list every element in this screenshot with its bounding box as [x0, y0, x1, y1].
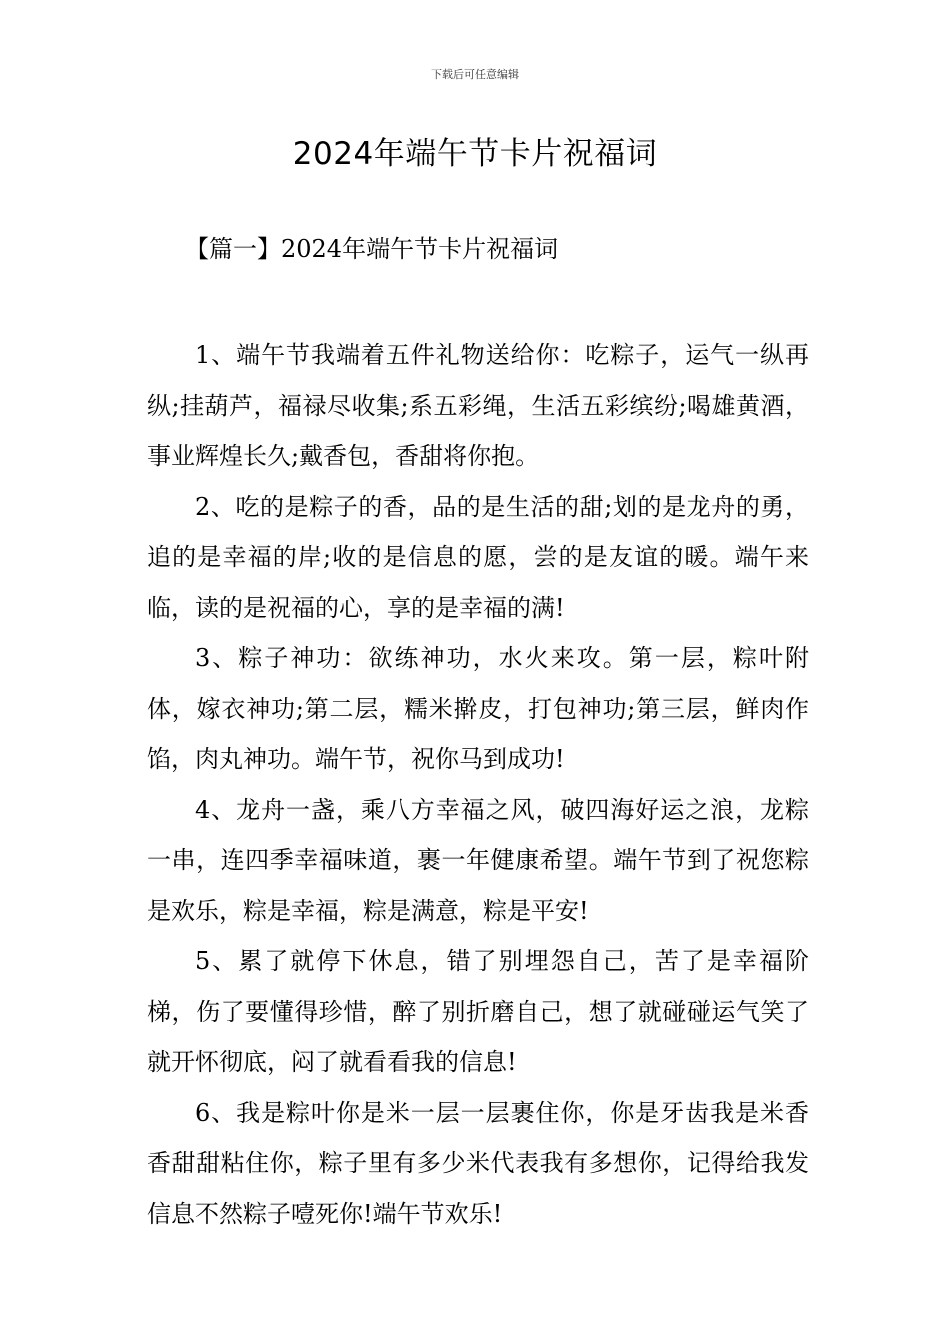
paragraph-1: 1、端午节我端着五件礼物送给你：吃粽子，运气一纵再纵;挂葫芦，福禄尽收集;系五彩绳，生活五彩缤纷;喝雄黄酒，事业辉煌长久;戴香包，香甜将你抱。 [147, 341, 809, 470]
header-note: 下载后可任意编辑 [431, 68, 519, 81]
article-body [147, 330, 809, 1239]
paragraph-4: 4、龙舟一盏，乘八方幸福之风，破四海好运之浪，龙粽一串，连四季幸福味道，裹一年健康希望。端午节到了祝您粽是欢乐，粽是幸福，粽是满意，粽是平安! [147, 795, 809, 925]
page-title: 2024年端午节卡片祝福词 [292, 136, 658, 172]
paragraph-5: 5、累了就停下休息，错了别埋怨自己，苦了是幸福阶梯，伤了要懂得珍惜，醉了别折磨自己，想了就碰碰运气笑了就开怀彻底，闷了就看看我的信息! [147, 947, 809, 1076]
paragraph-3: 3、粽子神功：欲练神功，水火来攻。第一层，粽叶附体，嫁衣神功;第二层，糯米擀皮，打包神功;第三层，鲜肉作馅，肉丸神功。端午节，祝你马到成功! [147, 644, 809, 773]
paragraph-6: 6、我是粽叶你是米一层一层裹住你，你是牙齿我是米香香甜甜粘住你，粽子里有多少米代表我有多想你，记得给我发信息不然粽子噎死你!端午节欢乐! [147, 1098, 809, 1228]
section-heading: 【篇一】2024年端午节卡片祝福词 [185, 235, 559, 263]
paragraph-2: 2、吃的是粽子的香，品的是生活的甜;划的是龙舟的勇，追的是幸福的岸;收的是信息的愿，尝的是友谊的暖。端午来临，读的是祝福的心，享的是幸福的满! [147, 492, 809, 622]
